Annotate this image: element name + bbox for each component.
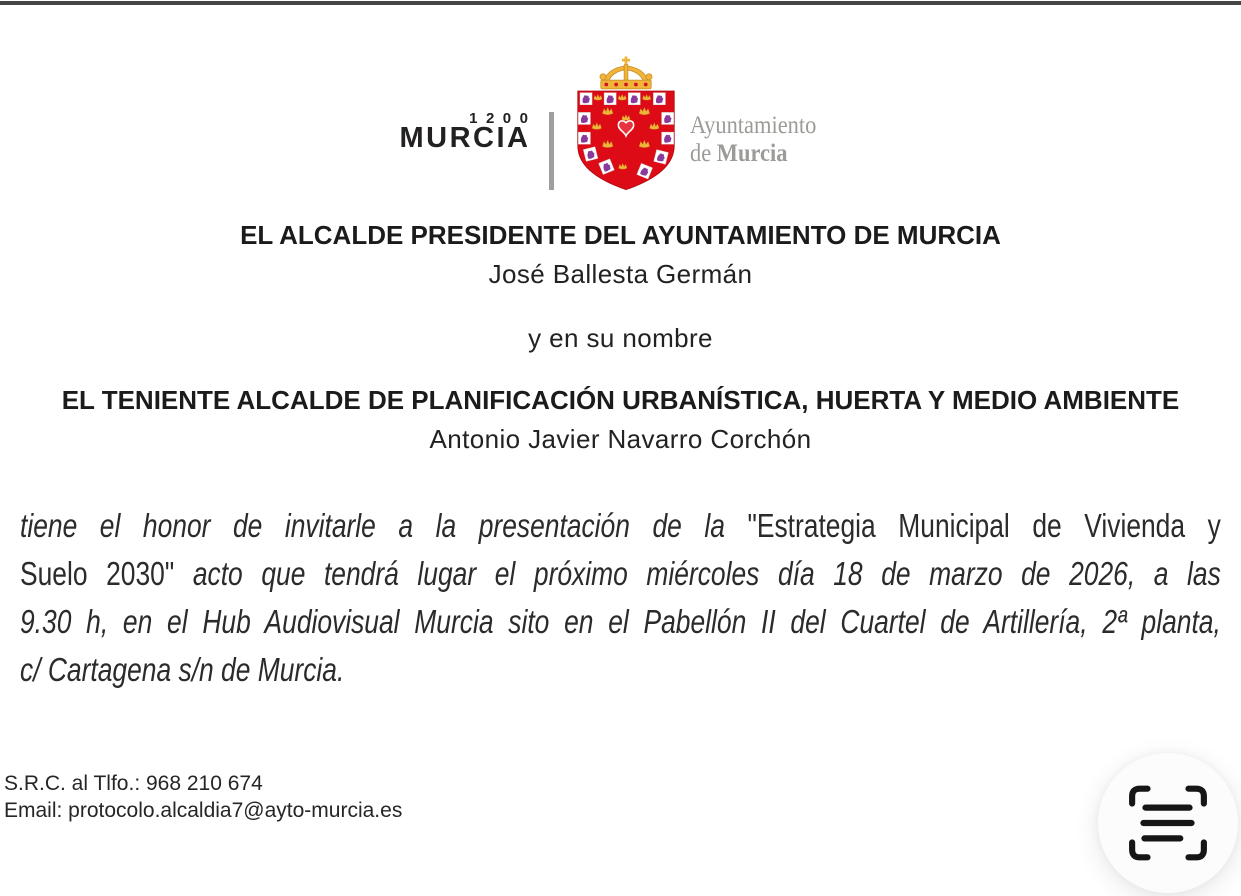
murcia-1200-wordmark: [393, 110, 537, 154]
crest-shield: [578, 91, 674, 190]
wordmark-year: 1200: [469, 110, 537, 127]
alcalde-title: EL ALCALDE PRESIDENTE DEL AYUNTAMIENTO DE MURCIA: [240, 220, 1001, 250]
alcalde-name: José Ballesta Germán: [488, 259, 753, 289]
org-line1: Ayuntamiento: [690, 110, 817, 139]
body-segment: tiene el honor de invitarle a la presentación de la: [20, 507, 748, 544]
scan-text-button[interactable]: [1098, 753, 1238, 893]
murcia-coat-of-arms-icon: [571, 56, 681, 194]
body-segment: c/ Cartagena s/n de Murcia.: [20, 651, 345, 688]
org-line2-murcia: Murcia: [716, 138, 788, 167]
teniente-title: EL TENIENTE ALCALDE DE PLANIFICACIÓN URBANÍSTICA, HUERTA Y MEDIO AMBIENTE: [61, 385, 1180, 415]
wordmark-text: MURCIA: [399, 122, 531, 154]
body-line: [20, 598, 1221, 646]
body-segment: "Estrategia Municipal de Vivienda y: [747, 507, 1221, 544]
body-segment: 9.30 h, en el Hub Audiovisual Murcia sito en el Pabellón II del Cuartel de Artillería, 2ª planta,: [20, 603, 1221, 640]
org-line2-de: de: [690, 138, 717, 167]
ayuntamiento-text: [690, 111, 816, 167]
page-top-border: [0, 1, 1241, 5]
rsvp-footer: [4, 771, 402, 824]
logo-divider: [549, 112, 554, 190]
scan-text-icon: [1127, 782, 1209, 864]
body-line: [20, 502, 1221, 550]
body-line: [20, 550, 1221, 598]
email-line: Email: protocolo.alcaldia7@ayto-murcia.es: [4, 798, 403, 822]
body-segment: Suelo 2030": [20, 555, 193, 592]
rsvp-line: S.R.C. al Tlfo.: 968 210 674: [4, 772, 263, 795]
teniente-name: Antonio Javier Navarro Corchón: [429, 424, 812, 454]
invitation-paragraph: [20, 502, 1221, 694]
org-line2: [690, 139, 816, 167]
body-line: [20, 646, 1221, 694]
connector-text: y en su nombre: [528, 323, 713, 353]
body-segment: acto que tendrá lugar el próximo miércoles día 18 de marzo de 2026, a las: [192, 555, 1221, 592]
